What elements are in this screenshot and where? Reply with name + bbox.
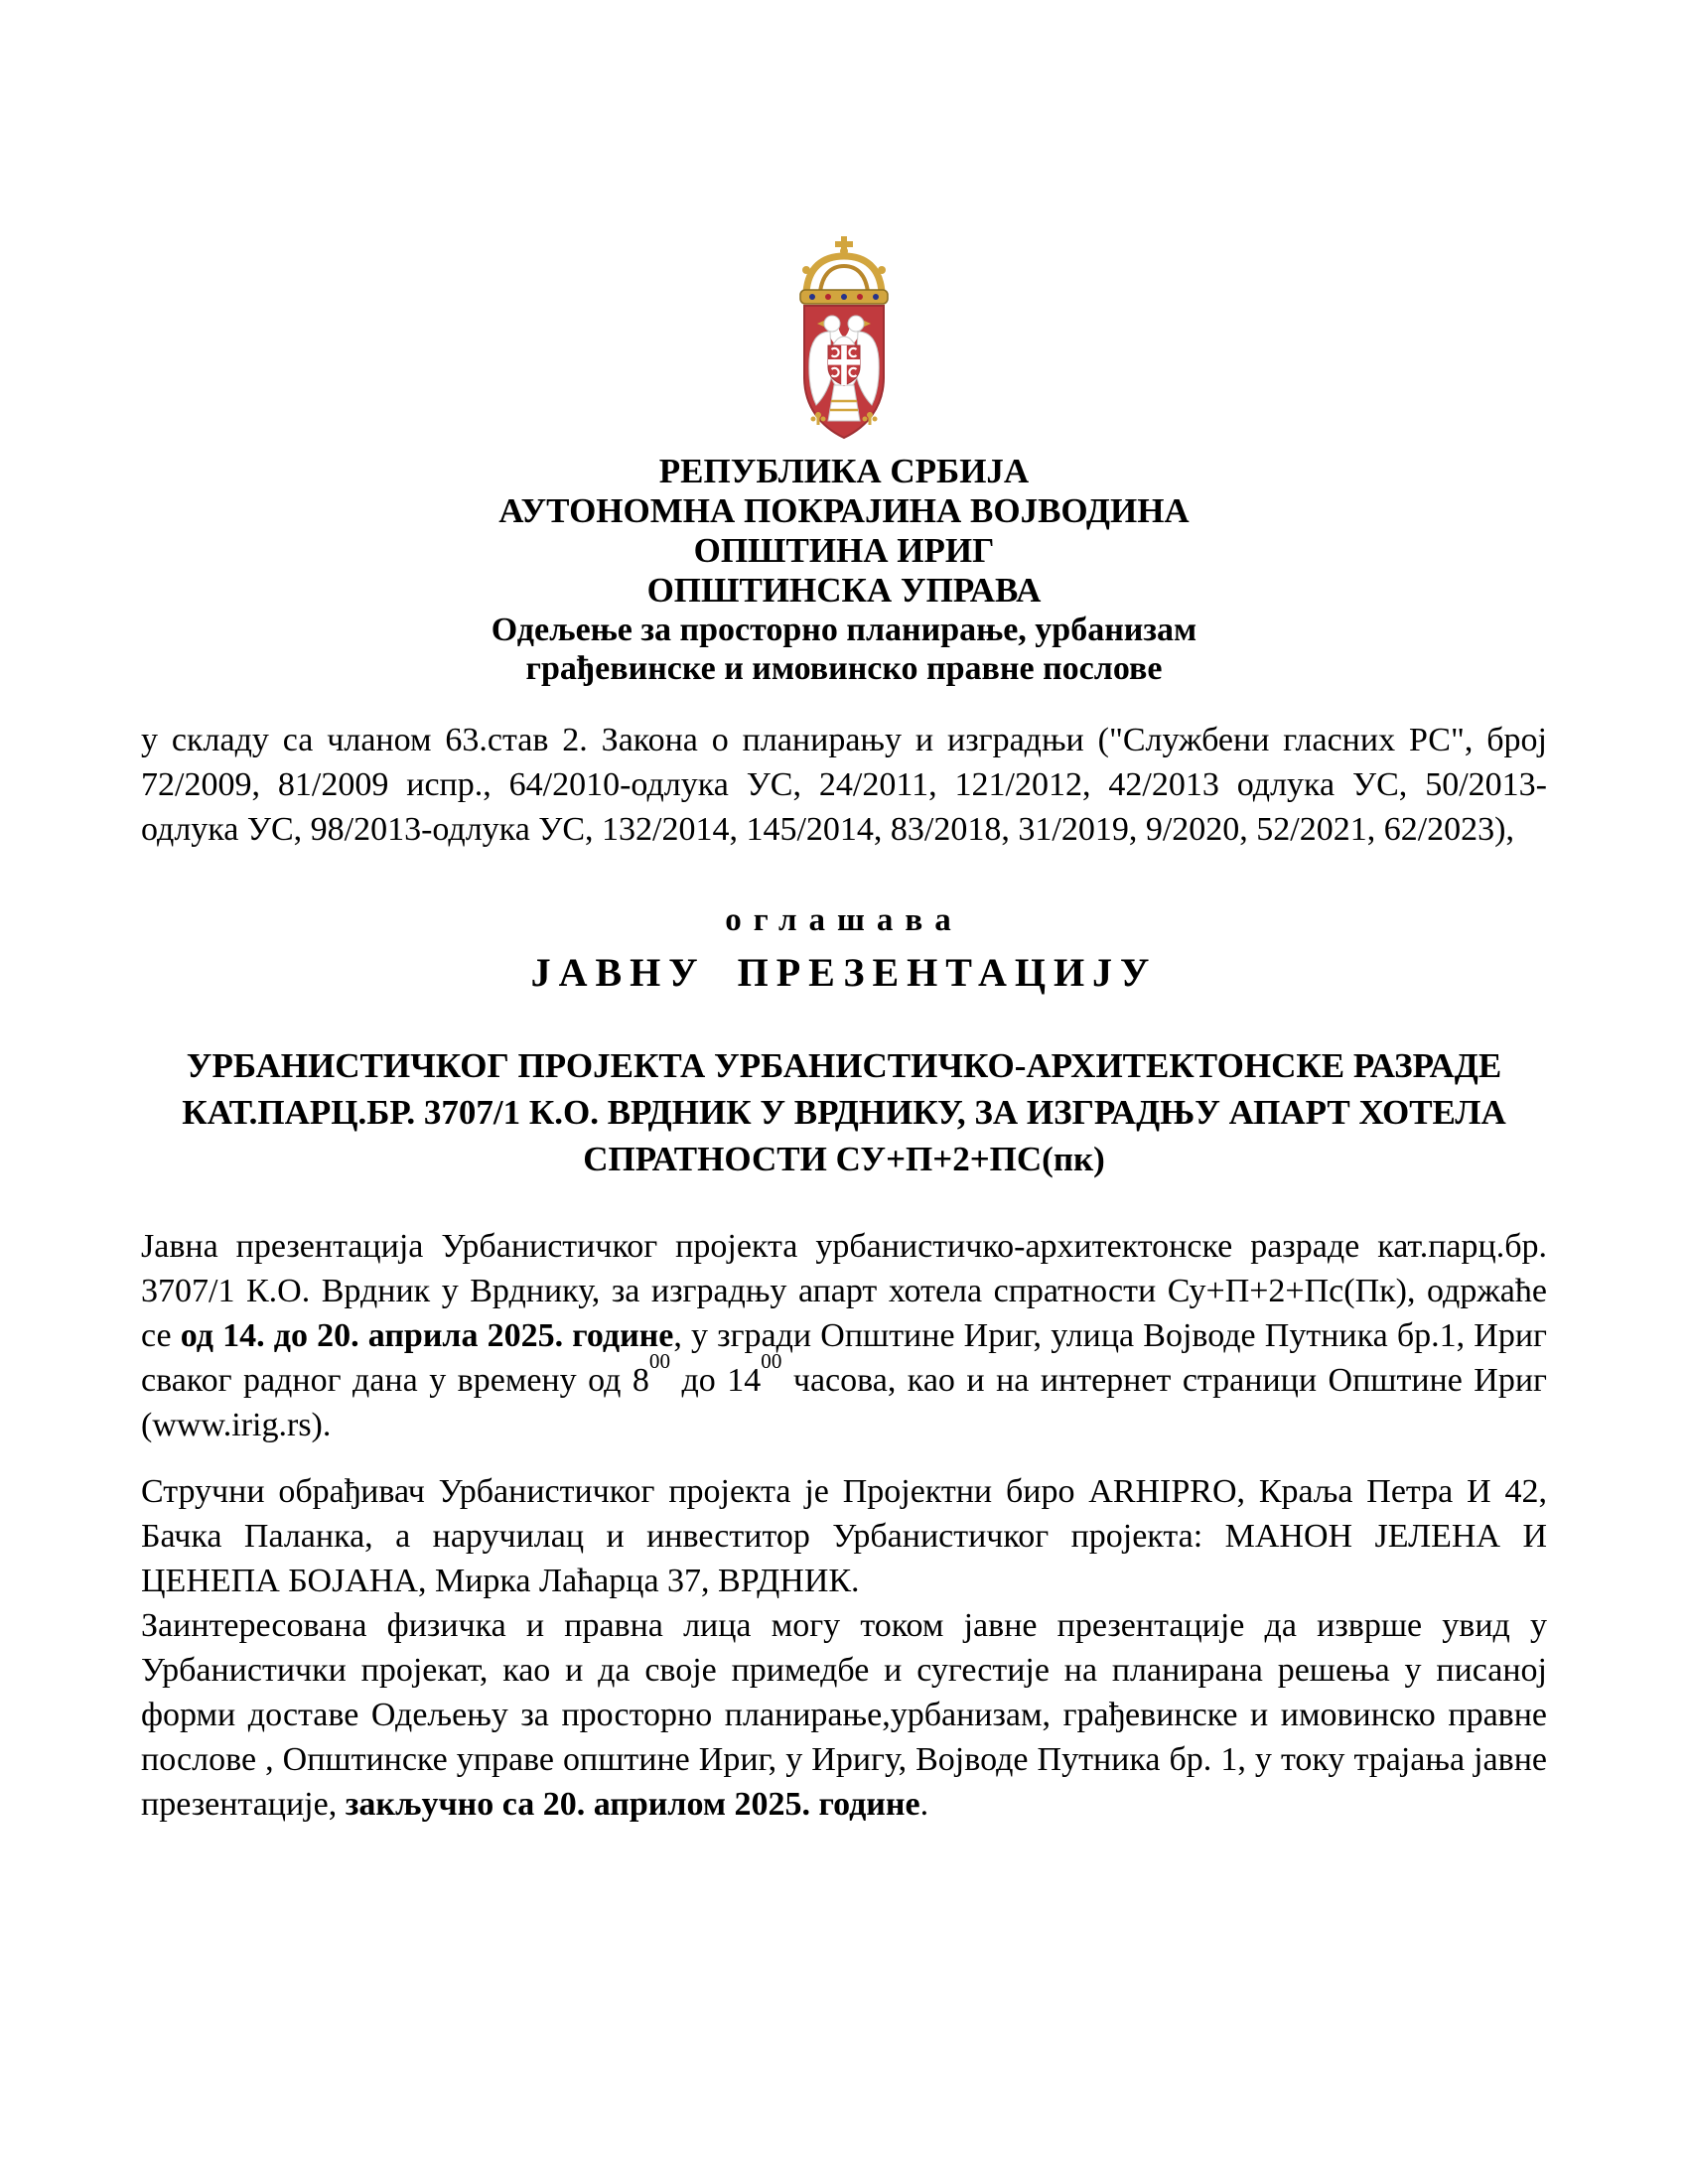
department-line-1: Одељење за просторно планирање, урбанизам — [491, 612, 1197, 648]
text-run: часова, као и на интернет страници Општине Ириг (www.irig.rs). — [141, 1362, 1547, 1443]
crown-icon — [800, 236, 888, 304]
announcement-title: ЈАВНУ ПРЕЗЕНТАЦИЈУ — [530, 950, 1158, 995]
text-run: до 14 — [670, 1362, 762, 1399]
presentation-dates-bold: од 14. до 20. априла 2025. године — [180, 1317, 674, 1354]
subject-title-line-3: СПРАТНОСТИ СУ+П+2+ПС(пк) — [583, 1140, 1105, 1178]
header-line-republic: РЕПУБЛИКА СРБИЈА — [658, 452, 1030, 490]
text-run: Заинтересована физичка и правна лица могу током јавне презентације да изврше увид у Урбанистички пројекат, као и да своје примедбе и сугестије на планирана решења у писаној форми доставе Одељењу за просторно планирање,урбанизам, грађевинске и имовинско правне послове , Општинске управе општине Ириг, у Иригу, Војводе Путника бр. 1, у току трајања јавне презентације, — [141, 1607, 1547, 1823]
hours-superscript: 00 — [761, 1349, 782, 1374]
header-line-administration: ОПШТИНСКА УПРАВА — [646, 571, 1042, 610]
processor-paragraph: Стручни обрађивач Урбанистичког пројекта је Пројектни биро ARHIPRO, Краља Петра И 42, Бачка Паланка, а наручилац и инвеститор Урбанистичког пројекта: МАНОН ЈЕЛЕНА И ЦЕНЕПА БОЈАНА, Мирка Лаћарца 37, ВРДНИК. — [141, 1473, 1547, 1599]
presentation-paragraph — [141, 1224, 1547, 1447]
text-run: Јавна презентација Урбанистичког пројекта урбанистичко-архитектонске разраде кат.парц.бр. 3707/1 К.О. Врдник у Врднику, за изградњу апарт хотела спратности Су+П+2+Пс(Пк), одржаће се — [141, 1228, 1547, 1354]
text-run: . — [919, 1786, 929, 1823]
hours-superscript: 00 — [648, 1349, 670, 1374]
header-block — [141, 452, 1547, 611]
deadline-bold: закључно са 20. априлом 2025. године — [345, 1786, 920, 1823]
announcement-verb: оглашава — [725, 902, 963, 938]
header-line-province: АУТОНОМНА ПОКРАЈИНА ВОЈВОДИНА — [498, 491, 1190, 530]
serbia-coat-of-arms-icon — [786, 236, 902, 447]
public-notice-paragraph — [141, 1603, 1547, 1827]
cross-firesteel-shield — [828, 345, 860, 385]
document-content — [0, 452, 1688, 1827]
text-run: , у згради Општине Ириг, улица Војводе Путника бр.1, Ириг сваког радног дана у времену од 8 — [141, 1317, 1547, 1399]
header-line-municipality: ОПШТИНА ИРИГ — [693, 531, 995, 570]
department-block — [141, 611, 1547, 688]
subject-title-line-2: КАТ.ПАРЦ.БР. 3707/1 К.О. ВРДНИК У ВРДНИКУ, ЗА ИЗГРАДЊУ АПАРТ ХОТЕЛА — [182, 1093, 1506, 1132]
subject-title-line-1: УРБАНИСТИЧКОГ ПРОЈЕКТА УРБАНИСТИЧКО-АРХИТЕКТОНСКЕ РАЗРАДЕ — [186, 1046, 1502, 1085]
department-line-2: грађевинске и имовинско правне послове — [525, 650, 1163, 687]
legal-basis-paragraph: у складу са чланом 63.став 2. Закона о планирању и изградњи ("Службени гласних РС", број 72/2009, 81/2009 испр., 64/2010-одлука УС, 24/2011, 121/2012, 42/2013 одлука УС, 50/2013-одлука УС, 98/2013-одлука УС, 132/2014, 145/2014, 83/2018, 31/2019, 9/2020, 52/2021, 62/2023), — [141, 722, 1547, 848]
subject-title — [141, 1042, 1547, 1182]
